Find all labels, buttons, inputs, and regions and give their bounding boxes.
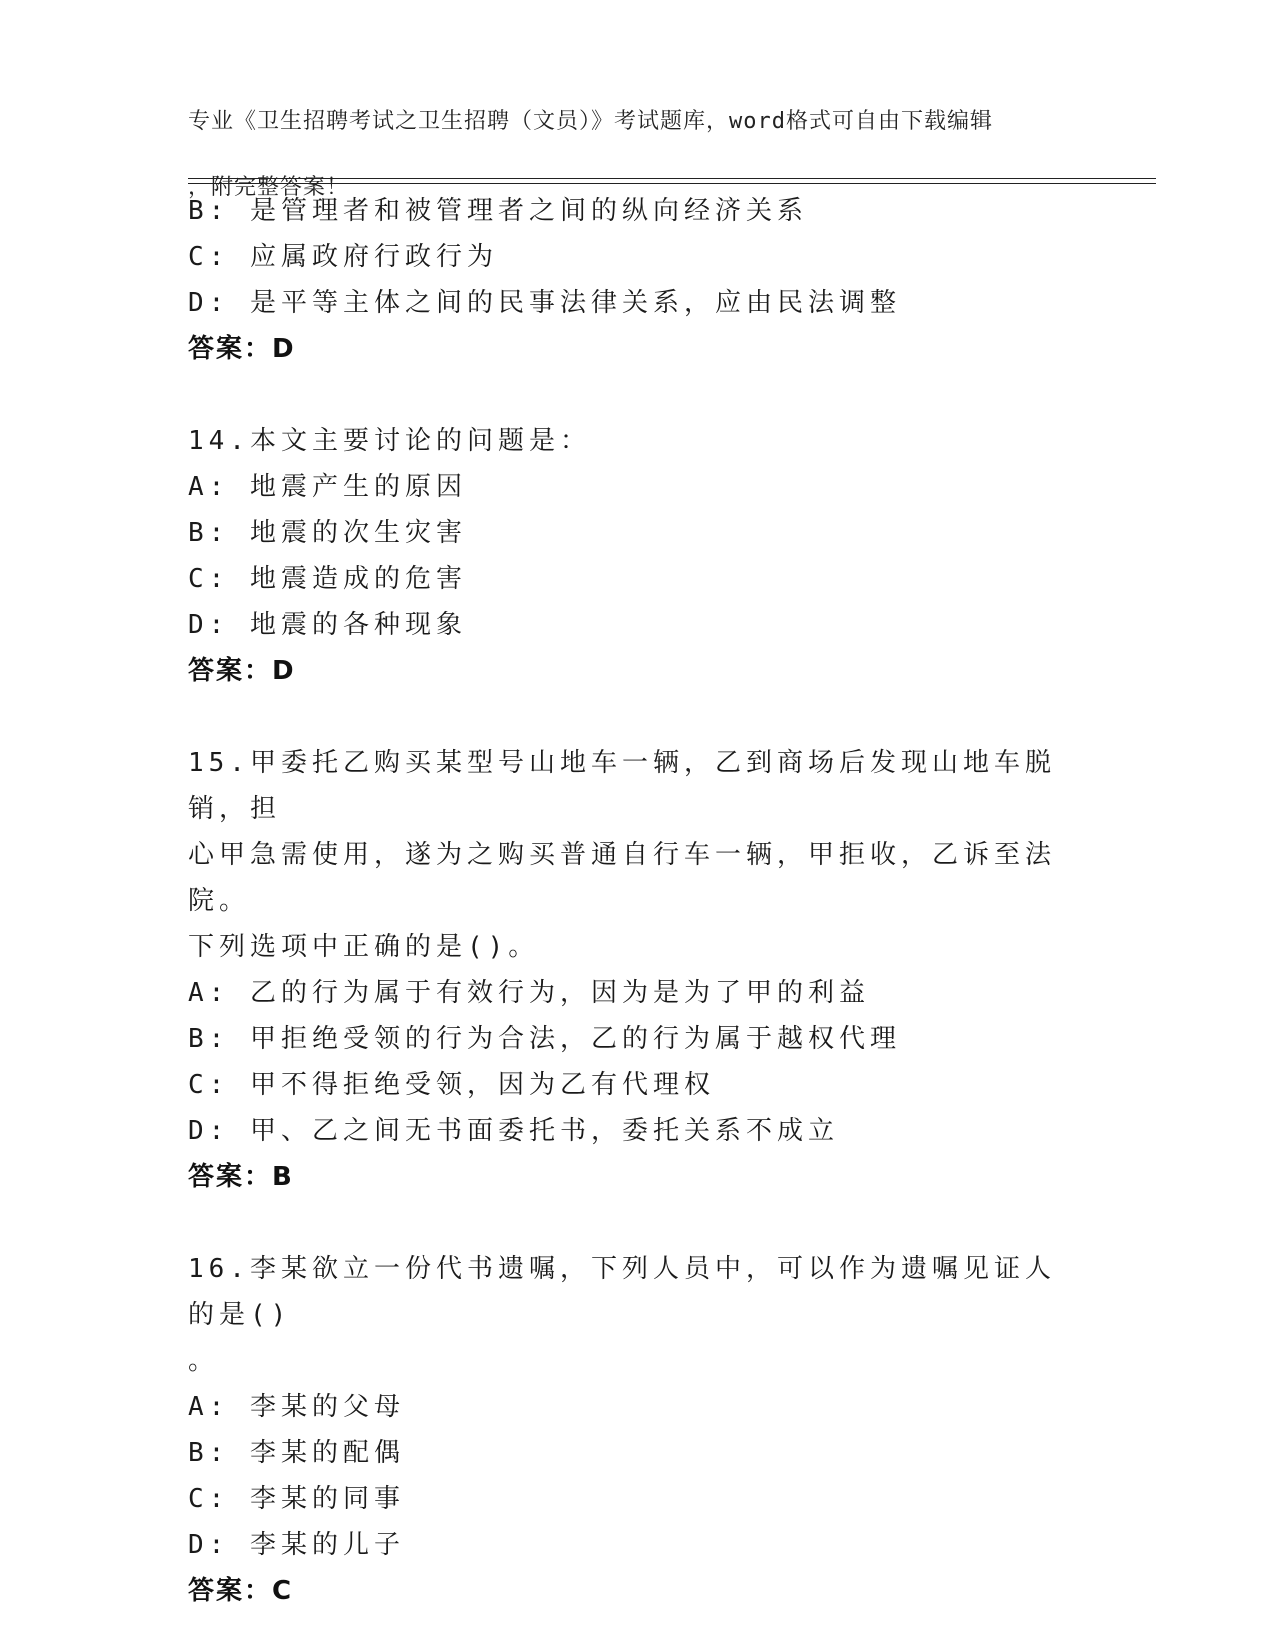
question-stem-line-1: 15.甲委托乙购买某型号山地车一辆，乙到商场后发现山地车脱销，担: [188, 748, 1056, 824]
answer-label: 答案：D: [188, 334, 296, 364]
option-b: B: 甲拒绝受领的行为合法，乙的行为属于越权代理: [188, 1024, 901, 1054]
option-a: A: 地震产生的原因: [188, 472, 467, 502]
question-stem: 14.本文主要讨论的问题是：: [188, 426, 591, 456]
option-c: C: 应属政府行政行为: [188, 242, 498, 272]
question-14: [188, 418, 1068, 694]
option-b: B: 李某的配偶: [188, 1438, 405, 1468]
option-a: A: 李某的父母: [188, 1392, 405, 1422]
question-stem-line-2: 心甲急需使用，遂为之购买普通自行车一辆，甲拒收，乙诉至法院。: [188, 840, 1057, 916]
option-d: D: 地震的各种现象: [188, 610, 467, 640]
header-line-1: 专业《卫生招聘考试之卫生招聘（文员）》考试题库，word格式可自由下载编辑: [188, 109, 993, 134]
question-list: [188, 188, 1068, 1614]
header-rule-top: [188, 178, 1156, 179]
question-stem-line-1: 16.李某欲立一份代书遗嘱，下列人员中，可以作为遗嘱见证人的是(): [188, 1254, 1056, 1330]
option-d: D: 李某的儿子: [188, 1530, 405, 1560]
question-stem-line-2: 。: [188, 1346, 220, 1376]
question-13-continued: [188, 188, 1068, 372]
question-16: [188, 1246, 1068, 1614]
option-d: D: 是平等主体之间的民事法律关系，应由民法调整: [188, 288, 901, 318]
header-rule-bottom: [188, 183, 1156, 184]
header-line-2: ，附完整答案！: [188, 175, 350, 200]
option-d: D: 甲、乙之间无书面委托书，委托关系不成立: [188, 1116, 839, 1146]
answer-label: 答案：B: [188, 1162, 294, 1192]
question-stem-line-3: 下列选项中正确的是()。: [188, 932, 540, 962]
option-b: B: 地震的次生灾害: [188, 518, 467, 548]
option-a: A: 乙的行为属于有效行为，因为是为了甲的利益: [188, 978, 870, 1008]
answer-label: 答案：D: [188, 656, 296, 686]
option-c: C: 地震造成的危害: [188, 564, 467, 594]
option-b: B: 是管理者和被管理者之间的纵向经济关系: [188, 196, 808, 226]
answer-label: 答案：C: [188, 1576, 294, 1606]
option-c: C: 李某的同事: [188, 1484, 405, 1514]
option-c: C: 甲不得拒绝受领，因为乙有代理权: [188, 1070, 715, 1100]
question-15: [188, 740, 1068, 1200]
